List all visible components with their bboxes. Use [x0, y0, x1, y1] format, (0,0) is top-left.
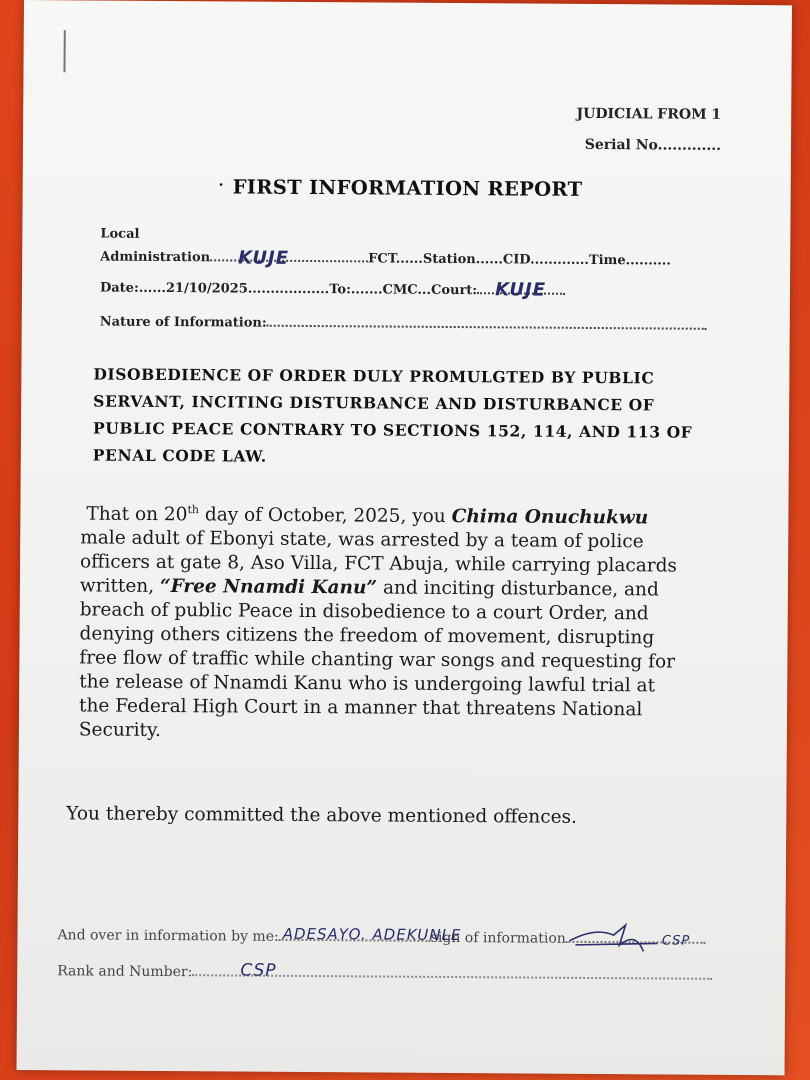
statement-line-10: Security.	[78, 719, 161, 742]
conclusion-text: You thereby committed the above mentioned offences.	[66, 803, 578, 828]
administration-label	[100, 247, 671, 269]
document-page	[17, 0, 792, 1075]
administration-line	[210, 247, 368, 269]
statement-line-8: the release of Nnamdi Kanu who is undergoing lawful trial at	[79, 671, 656, 697]
statement-line-1	[80, 497, 740, 531]
statement-line-9: the Federal High Court in a manner that threatens National	[78, 695, 643, 721]
charge-block	[93, 360, 693, 472]
statement-line-6: denying others citizens the freedom of movement, disrupting	[79, 623, 655, 649]
slogan-text: “Free Nnamdi Kanu”	[159, 576, 378, 599]
rank-row	[57, 960, 712, 984]
statement-line-7: free flow of traffic while chanting war songs and requesting for	[79, 647, 676, 673]
paper-mark	[63, 30, 65, 72]
signature-scribble-icon	[566, 921, 676, 958]
statement-line-2: male adult of Ebonyi state, was arrested by a team of police	[80, 527, 644, 553]
charge-line-1: DISOBEDIENCE OF ORDER DULY PROMULGTED BY PUBLIC	[93, 364, 655, 388]
nature-row	[100, 315, 707, 334]
sign-line	[566, 933, 706, 949]
informant-row	[57, 924, 705, 949]
rank-line	[192, 960, 712, 981]
rank-value: CSP	[240, 960, 277, 981]
informant-line	[279, 924, 462, 945]
bullet-dot: ·	[218, 177, 224, 194]
local-label: Local	[100, 226, 140, 242]
date-text: Date:......21/10/2025..................To:.......CMC...Court:	[99, 280, 478, 299]
court-line	[477, 279, 565, 301]
charge-line-2: SERVANT, INCITING DISTURBANCE AND DISTURBANCE OF	[93, 391, 655, 415]
serial-number-label: Serial No.............	[584, 136, 722, 154]
charge-line-3: PUBLIC PEACE CONTRARY TO SECTIONS 152, 114, AND 113 OF	[92, 418, 693, 442]
date-row	[100, 281, 565, 299]
page-title: FIRST INFORMATION REPORT	[232, 175, 583, 201]
informant-label: And over in information by me:	[57, 927, 279, 945]
sign-label: sign of information	[430, 929, 566, 947]
statement-paragraph	[79, 497, 741, 747]
line4-pre: written,	[79, 575, 161, 598]
statement-line-5: breach of public Peace in disobedience to a court Order, and	[79, 599, 649, 625]
court-value: KUJE	[495, 279, 547, 301]
administration-text: Administration	[100, 249, 211, 266]
accused-name: Chima Onuchukwu	[451, 506, 649, 529]
nature-label: Nature of Information:	[99, 314, 267, 331]
intro-superscript: th	[187, 503, 200, 517]
form-label: JUDICIAL FROM 1	[576, 105, 722, 123]
line4-post: and inciting disturbance, and	[377, 577, 659, 601]
fct-time-text: FCT......Station......CID.............Time..........	[368, 251, 671, 269]
charge-line-4: PENAL CODE LAW.	[92, 445, 267, 466]
statement-line-3: officers at gate 8, Aso Villa, FCT Abuja, while carrying placards	[80, 551, 678, 577]
rank-label: Rank and Number:	[57, 963, 193, 981]
administration-value: KUJE	[238, 247, 290, 269]
intro-rest-text: day of October, 2025, you	[198, 504, 452, 528]
intro-text: That on 20	[86, 503, 188, 526]
sign-rank: CSP	[661, 933, 691, 949]
nature-line	[267, 325, 707, 330]
informant-signature: ADESAYO. ADEKUNLE	[282, 924, 462, 945]
